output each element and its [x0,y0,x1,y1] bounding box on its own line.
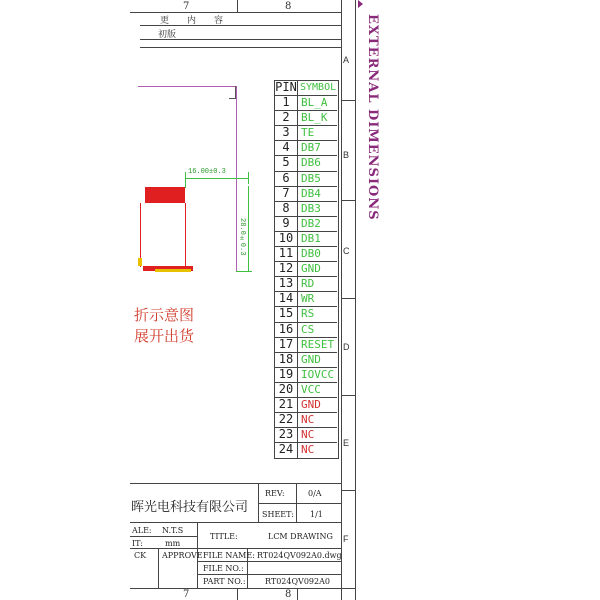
header-col-divider [237,0,238,12]
pin-row [275,186,337,201]
pin-number: 9 [282,215,290,230]
pin-number: 14 [278,291,294,306]
pin-symbol: GND [301,398,321,411]
pin-row [275,125,337,140]
scale-value: N.T.S [162,526,184,535]
sheet-label: SHEET: [262,510,294,519]
pin-row [275,110,337,125]
pin-number: 10 [278,230,294,245]
pin-number: 3 [282,125,290,140]
pin-symbol: BL_A [301,96,328,109]
pin-symbol: NC [301,413,315,427]
tb-line [197,561,342,562]
lcm-outline-notch [229,86,236,99]
zone-tick [341,490,355,491]
pin-row [275,155,337,170]
pin-symbol: WR [301,292,315,306]
approve-label: APPROVE [162,551,203,560]
pin-number: 16 [278,321,294,336]
pin-symbol: NC [301,443,315,457]
pin-symbol: CS [301,322,315,336]
check-label: CK [134,551,147,560]
pin-row [275,171,337,186]
pin-row [275,427,337,442]
pin-number: 24 [278,442,294,457]
header-column-7: 7 [183,1,190,12]
dim-ext-right [248,172,249,184]
pin-number: 4 [282,140,290,155]
pin-number: 22 [278,412,294,427]
pin-row [275,140,337,155]
pin-row [275,261,337,276]
pin-row [275,231,337,246]
pin-number: 18 [278,351,294,366]
zone-letter-f: F [343,534,349,544]
tb-line [130,483,342,484]
pin-symbol: RD [301,277,315,291]
zone-letter-c: C [343,246,350,256]
pin-symbol: GND [301,352,321,366]
pin-row [275,442,337,457]
tb-line [197,574,342,575]
footer-col-divider [237,588,238,600]
frame-right-inner [341,0,342,600]
pin-number: 5 [282,155,290,170]
pin-symbol: DB1 [301,231,321,245]
dim-line-top [185,178,249,179]
pin-number: 6 [282,170,290,185]
revision-text: 初版 [158,30,177,40]
fpc-bottom-yellow [155,269,191,272]
side-title: EXTERNAL DIMENSIONS [365,14,380,221]
pin-row [275,306,337,321]
pin-symbol: IOVCC [301,367,335,381]
pin-number: 13 [278,276,294,291]
rev-label: REV: [265,489,285,498]
revision-heading: 更 内 容 [160,16,224,26]
pin-number: 8 [282,200,290,215]
tb-line [258,503,342,504]
pin-row [275,95,337,110]
pin-symbol: BL_K [301,111,328,125]
scale-label: ALE: [132,526,152,535]
pin-symbol: DB2 [301,216,321,230]
pin-row [275,216,337,231]
pin-row [275,352,337,367]
dim-line-side [248,186,249,272]
zone-letter-e: E [343,438,350,448]
file-name-value: RT024QV092A0.dwg [257,551,342,560]
footer-column-7: 7 [183,589,190,600]
fpc-flex [140,203,186,267]
pin-number: 23 [278,427,294,442]
sheet-value: 1/1 [310,510,323,519]
part-no-label: PART NO.: [203,577,246,586]
pin-row [275,291,337,306]
tb-line [130,522,342,523]
tb-line [258,483,259,523]
frame-bottom-line [130,588,356,589]
pin-number: 12 [278,261,294,276]
zone-letter-d: D [343,342,350,352]
pin-row [275,246,337,261]
dim-ext-left [185,172,186,188]
pin-symbol: DB4 [301,186,321,200]
pin-row [275,276,337,291]
dim-side-label: 28.0±0.3 [238,218,246,256]
pin-number: 20 [278,381,294,396]
tb-line [130,548,342,549]
unit-value: mm [165,539,181,548]
pin-row [275,397,337,412]
tb-line [296,483,297,523]
pin-symbol: TE [301,126,315,140]
pin-number: 11 [278,246,294,260]
symbol-header-label: SYMBOL [300,82,337,93]
pin-number: 2 [282,110,290,125]
pin-symbol: VCC [301,382,321,396]
pin-row [275,201,337,216]
zone-tick [341,200,355,201]
title-value: LCM DRAWING [268,532,333,541]
pin-symbol: NC [301,428,315,442]
pin-number: 1 [282,95,290,109]
pin-symbol: DB5 [301,171,321,185]
company-name: 晖光电科技有限公司 [131,500,249,515]
zone-letter-b: B [343,150,350,160]
pin-row [275,382,337,397]
title-label: TITLE: [210,532,238,541]
arrow-marker-icon [358,0,363,8]
pin-symbol: DB6 [301,156,321,170]
pin-table-header [275,80,337,95]
pin-row [275,322,337,337]
file-name-label: FILE NAME: [203,551,255,560]
tb-line [158,548,159,588]
zone-letter-a: A [343,55,350,65]
fpc-small-pad [138,258,142,266]
pin-symbol: RS [301,307,315,321]
dim-top-label: 16.00±0.3 [188,168,226,176]
pin-header-label: PIN [275,80,297,94]
pin-row [275,337,337,352]
pin-symbol: DB0 [301,247,321,260]
fpc-connector [145,187,185,203]
dim-ext-bottom [236,271,252,272]
pin-symbol: DB3 [301,201,321,215]
pin-row [275,367,337,382]
zone-tick [341,395,355,396]
part-no-value: RT024QV092A0 [265,577,330,586]
pin-number: 21 [278,397,294,411]
frame-right-outer [355,0,356,600]
pin-symbol: DB7 [301,141,321,155]
pin-number: 15 [278,306,294,321]
unit-label: IT: [132,539,143,548]
note-ship-line: 展开出货 [134,327,195,345]
note-fold-line: 折示意图 [134,306,195,324]
pin-symbol: GND [301,262,321,276]
pin-number: 7 [282,185,290,200]
pin-number: 17 [278,336,294,351]
frame-header-line-3 [140,47,342,48]
pin-number: 19 [278,366,294,381]
header-column-8: 8 [285,1,292,12]
pin-symbol: RESET [301,337,335,351]
footer-column-8: 8 [285,589,292,600]
zone-tick [341,100,355,101]
file-no-label: FILE NO.: [203,564,244,573]
pin-row [275,412,337,427]
zone-tick [341,298,355,299]
footer-col-divider-2 [297,588,298,600]
tb-line [130,536,197,537]
rev-value: 0/A [308,489,322,498]
